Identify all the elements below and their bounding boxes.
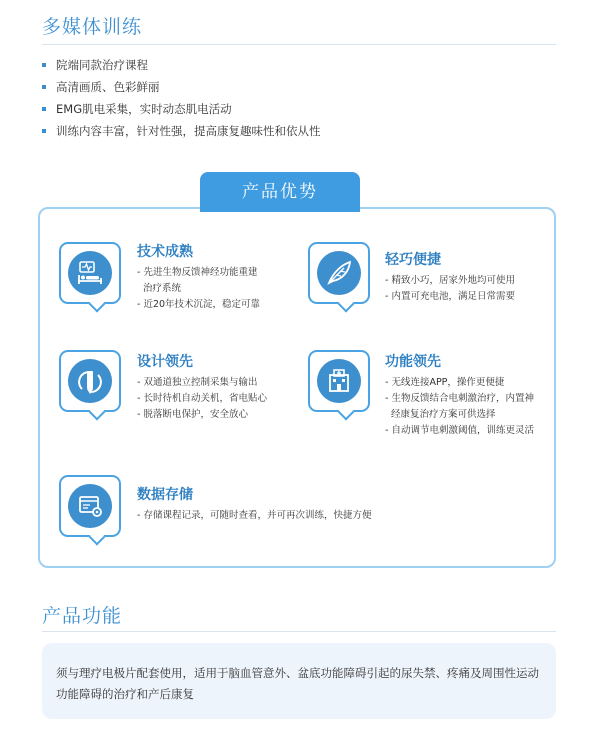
feature-title: 功能领先 [385, 354, 441, 370]
design-pen-icon [68, 359, 112, 403]
icon-frame [59, 350, 121, 412]
bullet-item [42, 120, 321, 142]
bullet-item [42, 76, 321, 98]
feature-line: 经康复治疗方案可供选择 [391, 409, 496, 420]
feature-description [385, 375, 534, 439]
data-settings-icon [68, 484, 112, 528]
feature-title: 技术成熟 [137, 244, 193, 260]
bullet-dot [42, 63, 46, 67]
bullet-text: 训练内容丰富，针对性强，提高康复趣味性和依从性 [56, 124, 321, 138]
feature-line: 治疗系统 [143, 283, 182, 294]
feature-line: - 无线连接APP，操作更便捷 [385, 377, 505, 388]
feature-title: 轻巧便捷 [385, 252, 441, 268]
icon-frame [308, 242, 370, 304]
feature-line: - 近20年技术沉淀，稳定可靠 [137, 299, 261, 310]
bullet-item [42, 54, 321, 76]
advantages-tab: 产品优势 [200, 172, 360, 212]
feature-line: - 双通道独立控制采集与输出 [137, 377, 258, 388]
bullet-dot [42, 129, 46, 133]
usage-description: 须与理疗电极片配套使用，适用于脑血管意外、盆底功能障碍引起的尿失禁、疼痛及周围性运动功能障碍的治疗和产后康复 [42, 643, 556, 719]
title-divider [42, 44, 556, 45]
feature-line: - 精致小巧，居家外地均可使用 [385, 275, 515, 286]
icon-frame [308, 350, 370, 412]
feature-line: - 生物反馈结合电刺激治疗，内置神 [385, 393, 534, 404]
icon-frame [59, 475, 121, 537]
feature-line: - 内置可充电池，满足日常需要 [385, 291, 515, 302]
section-title-functions: 产品功能 [42, 605, 123, 627]
feature-line: - 自动调节电刺激阈值，训练更灵活 [385, 425, 534, 436]
feature-line: - 存储课程记录，可随时查看，并可再次训练，快捷方便 [137, 510, 372, 521]
feature-description [137, 265, 260, 313]
feature-description [137, 508, 371, 524]
bullet-dot [42, 107, 46, 111]
bullet-item [42, 98, 321, 120]
bullet-text: 高清画质、色彩鲜丽 [56, 80, 160, 94]
feature-line: - 脱落断电保护，安全放心 [137, 409, 248, 420]
feature-description [137, 375, 267, 423]
feature-line: - 先进生物反馈神经功能重建 [137, 267, 258, 278]
bullet-text: EMG肌电采集，实时动态肌电活动 [56, 102, 232, 116]
feature-bullet-list [42, 54, 321, 142]
bullet-dot [42, 85, 46, 89]
hospital-building-icon [317, 359, 361, 403]
medical-bed-icon [68, 251, 112, 295]
feature-line: - 长时待机自动关机，省电贴心 [137, 393, 267, 404]
bullet-text: 院端同款治疗课程 [56, 58, 148, 72]
title-divider [42, 631, 556, 632]
feature-description [385, 273, 515, 305]
feature-title: 设计领先 [137, 354, 193, 370]
icon-frame [59, 242, 121, 304]
feature-title: 数据存储 [137, 487, 193, 503]
section-title-multimedia: 多媒体训练 [42, 16, 143, 38]
feather-icon [317, 251, 361, 295]
